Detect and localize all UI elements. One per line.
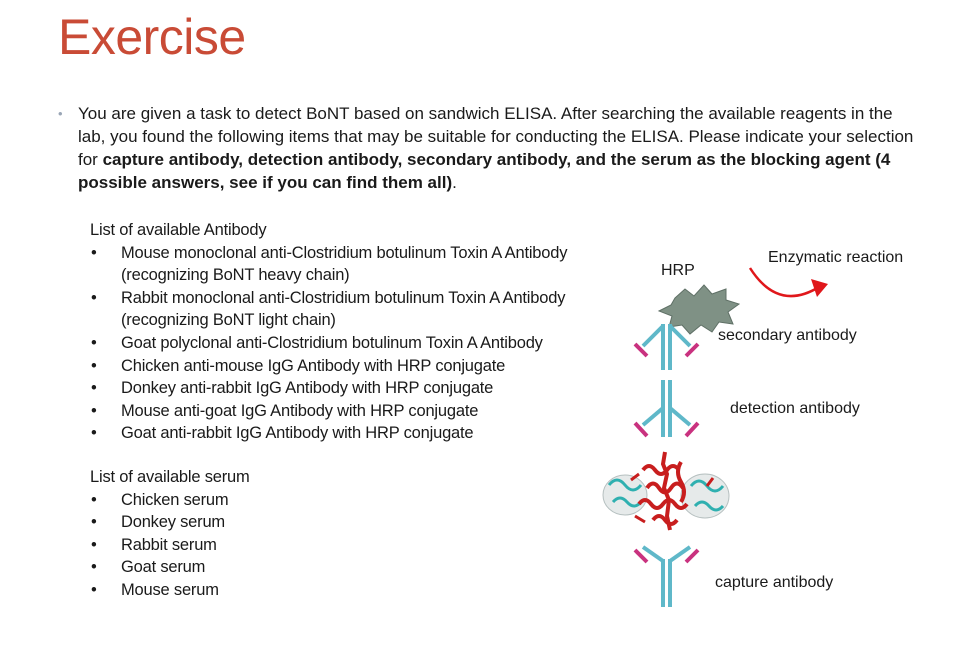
antibody-item: • Rabbit monoclonal anti-Clostridium botulinum Toxin A Antibody (recognizing BoNT light chain) — [90, 287, 580, 332]
reagent-lists — [90, 219, 580, 602]
antibody-item: • Goat polyclonal anti-Clostridium botulinum Toxin A Antibody — [90, 332, 580, 355]
intro-text-part: You are given a task to detect BoNT based on sandwich ELISA. After searching the available reagents in the lab, you found the following items that may be suitable for conducting the ELISA. Please indicate your selection for — [78, 104, 914, 169]
serum-item: • Mouse serum — [90, 579, 580, 602]
antibody-item: • Mouse monoclonal anti-Clostridium botulinum Toxin A Antibody (recognizing BoNT heavy chain) — [90, 242, 580, 287]
capture-antibody-icon — [635, 547, 698, 607]
capture-antibody-label: capture antibody — [715, 574, 834, 591]
serum-item: • Chicken serum — [90, 489, 580, 512]
serum-item: • Donkey serum — [90, 511, 580, 534]
hrp-label: HRP — [661, 262, 695, 279]
reaction-arrow-icon — [750, 268, 828, 297]
detection-antibody-label: detection antibody — [730, 400, 860, 417]
intro-text-end: . — [452, 173, 457, 192]
antibody-item: • Mouse anti-goat IgG Antibody with HRP conjugate — [90, 400, 580, 423]
antibody-item: • Goat anti-rabbit IgG Antibody with HRP conjugate — [90, 422, 580, 445]
intro-paragraph — [58, 102, 918, 194]
elisa-illustration — [595, 240, 945, 620]
serum-list-heading: List of available serum — [90, 467, 250, 486]
antibody-item: • Chicken anti-mouse IgG Antibody with HRP conjugate — [90, 355, 580, 378]
bullet-icon: • — [58, 106, 63, 121]
serum-item: • Rabbit serum — [90, 534, 580, 557]
detection-antibody-icon — [635, 380, 698, 437]
antibody-list — [90, 242, 580, 445]
antibody-item: • Donkey anti-rabbit IgG Antibody with HRP conjugate — [90, 377, 580, 400]
secondary-antibody-label: secondary antibody — [718, 327, 857, 344]
enzymatic-reaction-label: Enzymatic reaction — [768, 249, 904, 266]
intro-bold-text: capture antibody, detection antibody, secondary antibody, and the serum as the blocking agent (4 possible answers, see if you can find them all) — [78, 150, 891, 192]
botulinum-toxin-structure-icon — [603, 452, 729, 530]
antibody-list-heading: List of available Antibody — [90, 221, 267, 239]
serum-list — [90, 489, 580, 602]
intro-text — [78, 102, 918, 194]
slide-title: Exercise — [58, 9, 246, 65]
sandwich-elisa-diagram — [595, 240, 945, 620]
serum-item: • Goat serum — [90, 556, 580, 579]
